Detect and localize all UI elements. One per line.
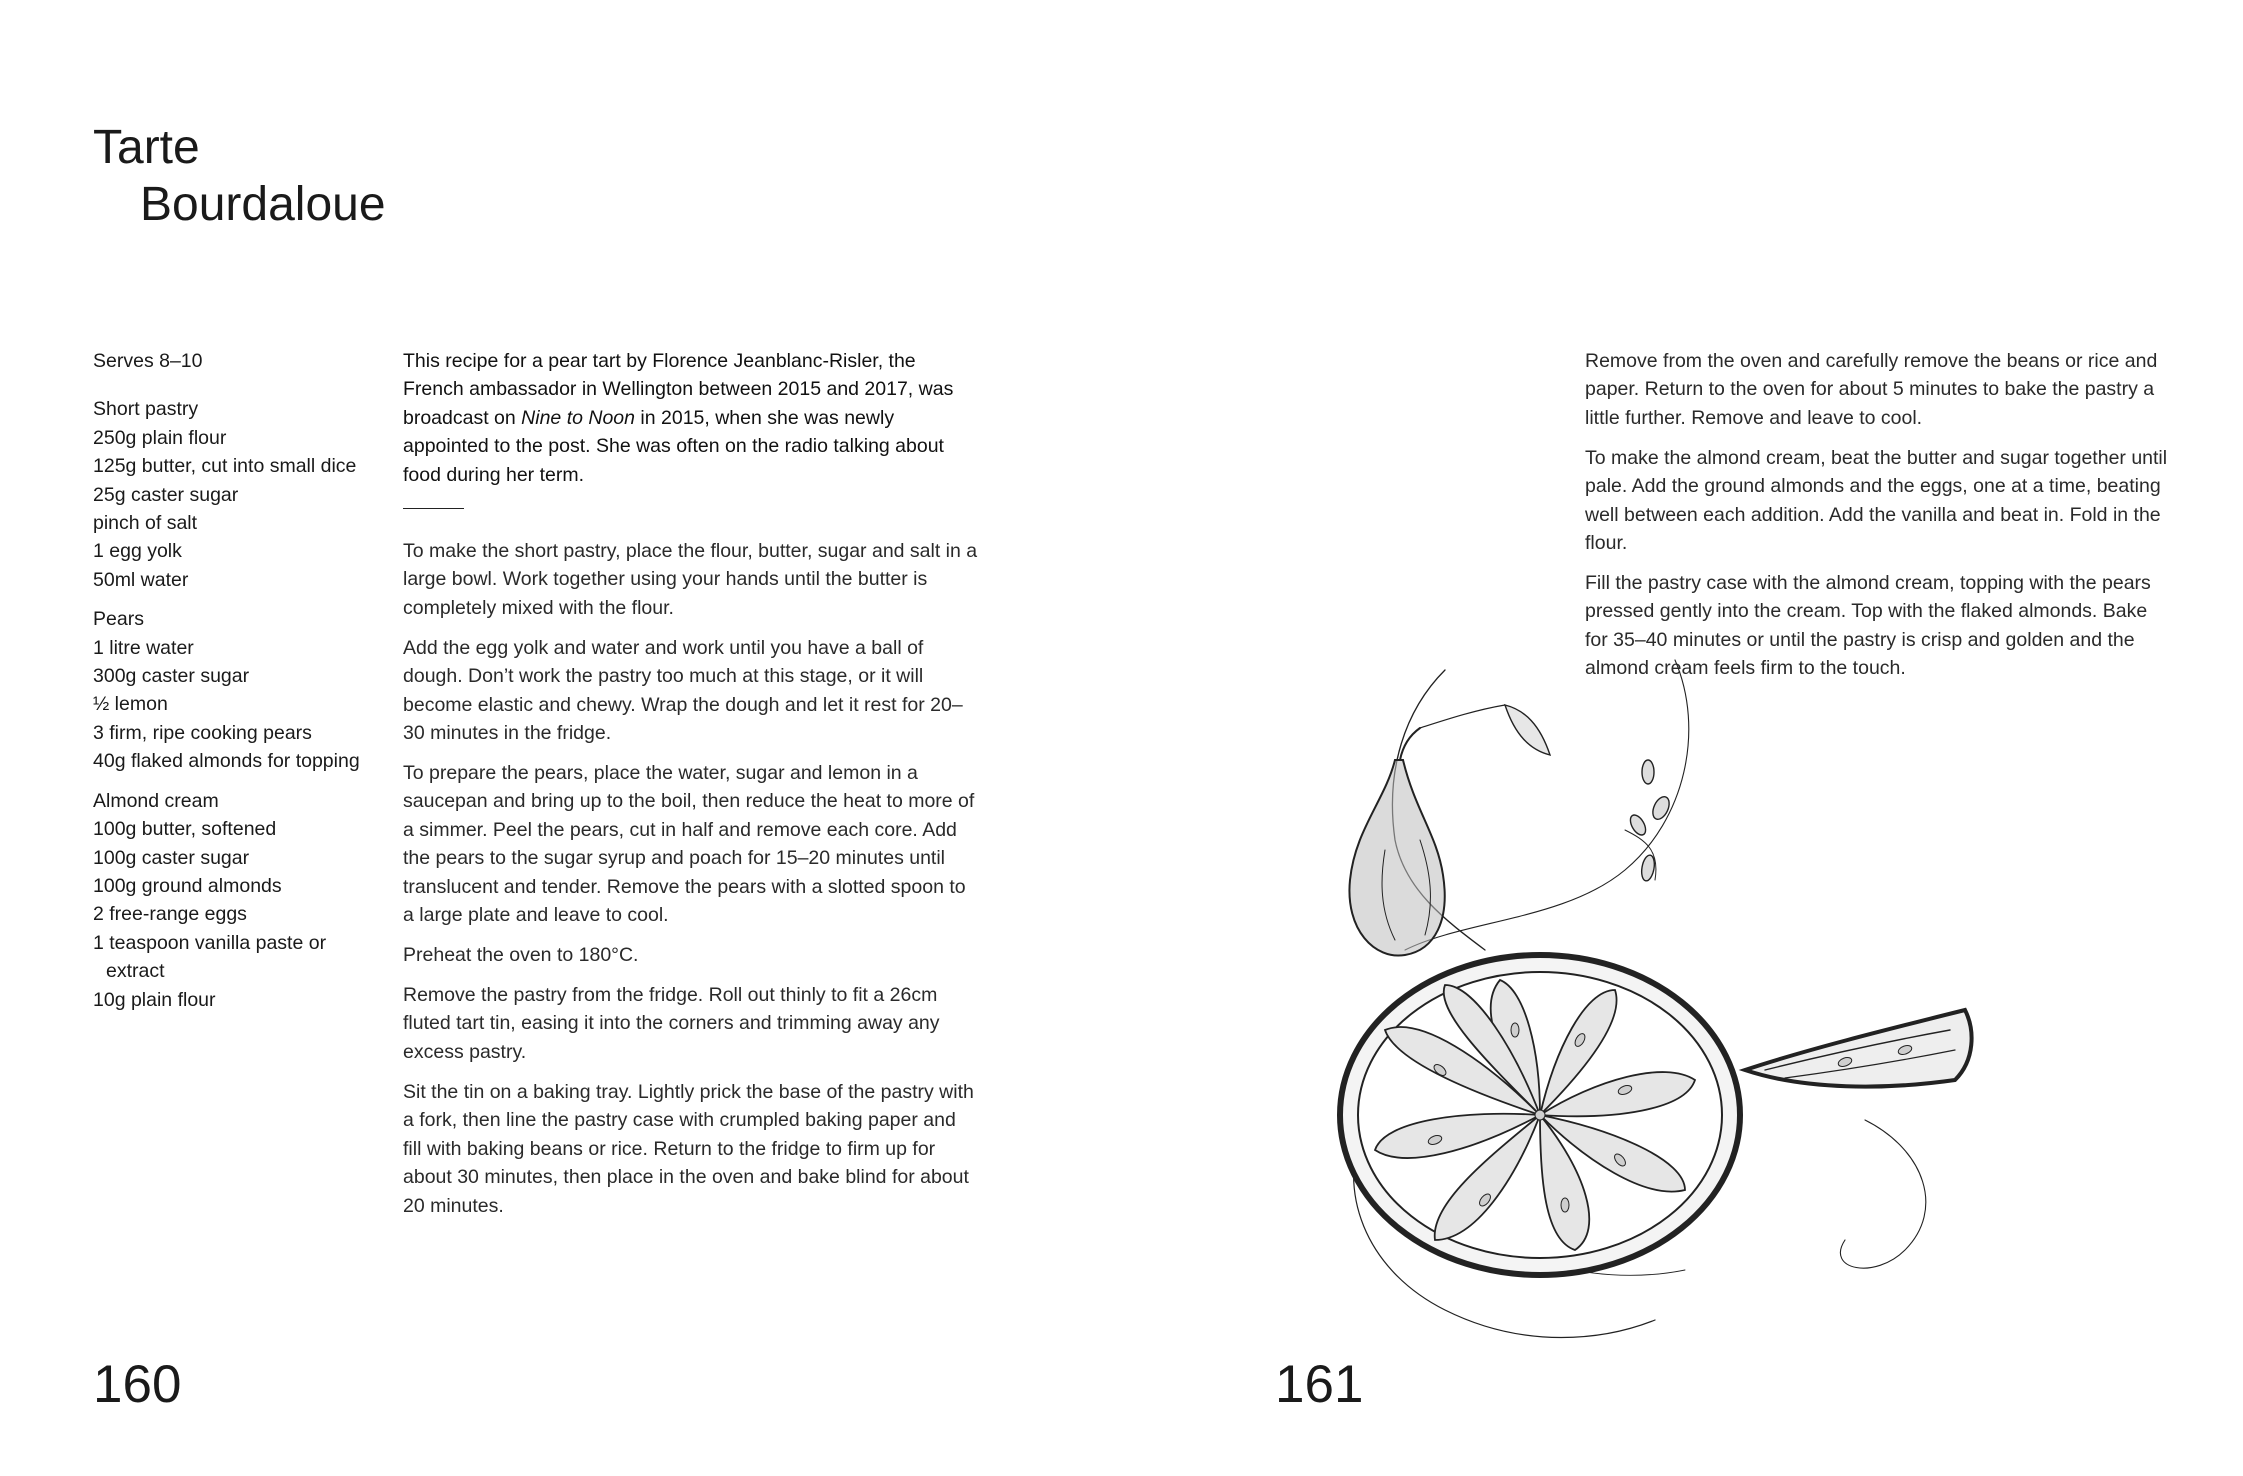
serves-text: Serves 8–10 (93, 350, 203, 372)
method-step: Remove the pastry from the fridge. Roll out thinly to fit a 26cm fluted tart tin, easing it into the corners and trimming away any excess pastry. (403, 984, 940, 1063)
method-step: Sit the tin on a baking tray. Lightly prick the base of the pastry with a fork, then line the pastry case with crumpled baking paper and fill with baking beans or rice. Return to the fridge to firm up for about 30 minutes, then place in the oven and bake blind for about 20 minutes. (403, 1080, 974, 1217)
ingredient-item: 3 firm, ripe cooking pears (93, 721, 312, 744)
sketch-line (1405, 660, 1689, 950)
ingredient-group-almond-cream (93, 787, 383, 1014)
ingredient-item: 100g butter, softened (93, 818, 277, 841)
ingredient-item: 50ml water (93, 568, 189, 591)
method-right-column (1585, 347, 2170, 694)
intro-text-before: This recipe for a pear tart by Florence Jeanblanc-Risler, the French ambassador in Wellington between 2015 and 2017, was broadcast on (403, 350, 954, 429)
method-step: To make the short pastry, place the flour, butter, sugar and salt in a large bowl. Work together using your hands until the butter is completely mixed with the flour. (403, 540, 978, 619)
title-line-1: Tarte (93, 121, 200, 175)
ingredient-group-title: Almond cream (93, 789, 219, 812)
ingredient-group-short-pastry (93, 395, 383, 594)
program-name: Nine to Noon (521, 406, 635, 429)
ingredient-group-pears (93, 605, 383, 775)
page-number-left: 160 (93, 1355, 182, 1414)
ingredient-item: 100g ground almonds (93, 874, 282, 897)
method-step: To prepare the pears, place the water, sugar and lemon in a saucepan and bring up to the boil, then reduce the heat to more of a simmer. Peel the pears, cut in half and remove each core. Add the pears to the sugar syrup and poach for 15–20 minutes until translucent and tender. Remove the pears with a slotted spoon to a large plate and leave to cool. (403, 762, 975, 927)
ingredient-group-title: Pears (93, 608, 144, 631)
ingredient-item: 2 free-range eggs (93, 903, 247, 926)
divider (403, 508, 464, 509)
ingredient-item: 25g caster sugar (93, 483, 239, 506)
method-left-column (403, 537, 978, 1232)
tart-icon (1340, 955, 1740, 1275)
pear-icon (1349, 705, 1550, 956)
title-line-2: Bourdaloue (140, 178, 386, 232)
ingredient-item: 300g caster sugar (93, 665, 250, 688)
ingredient-item: 125g butter, cut into small dice (93, 455, 357, 478)
ingredient-item: ½ lemon (93, 693, 168, 716)
sketch-line (1840, 1120, 1925, 1268)
ingredient-item: 1 egg yolk (93, 540, 182, 563)
ingredient-group-title: Short pastry (93, 398, 199, 421)
tart-illustration (1325, 650, 1995, 1350)
ingredient-item: 1 litre water (93, 636, 194, 659)
intro-text-after: in 2015, when she was newly appointed to the post. She was often on the radio talking about food during her term. (403, 406, 944, 486)
intro-paragraph (403, 347, 978, 489)
method-step: To make the almond cream, beat the butter and sugar together until pale. Add the ground almonds and the eggs, one at a time, beating well between each addition. Add the vanilla and beat in. Fold in the flour. (1585, 446, 2168, 555)
ingredient-item: pinch of salt (93, 512, 198, 535)
ingredient-item: 40g flaked almonds for topping (93, 750, 360, 773)
method-step: Preheat the oven to 180°C. (403, 944, 639, 967)
method-step: Add the egg yolk and water and work until you have a ball of dough. Don’t work the pastry too much at this stage, or it will become elastic and chewy. Wrap the dough and let it rest for 20–30 minutes in the fridge. (403, 636, 963, 745)
ingredient-item: 100g caster sugar (93, 846, 250, 869)
method-step: Remove from the oven and carefully remove the beans or rice and paper. Return to the oven for about 5 minutes to bake the pastry a little further. Remove and leave to cool. (1585, 350, 2158, 429)
tart-slice-icon (1745, 1010, 1972, 1087)
method-step: Fill the pastry case with the almond cream, topping with the pears pressed gently into the cream. Top with the flaked almonds. Bake for 35–40 minutes or until the pastry is crisp and golden and the almond cream feels firm to the touch. (1585, 572, 2151, 680)
ingredient-item: 1 teaspoon vanilla paste or extract (93, 931, 327, 983)
ingredient-item: 250g plain flour (93, 426, 227, 449)
ingredient-item: 10g plain flour (93, 988, 216, 1011)
page-number-right: 161 (1275, 1355, 1364, 1414)
ingredients-column (93, 347, 383, 1025)
